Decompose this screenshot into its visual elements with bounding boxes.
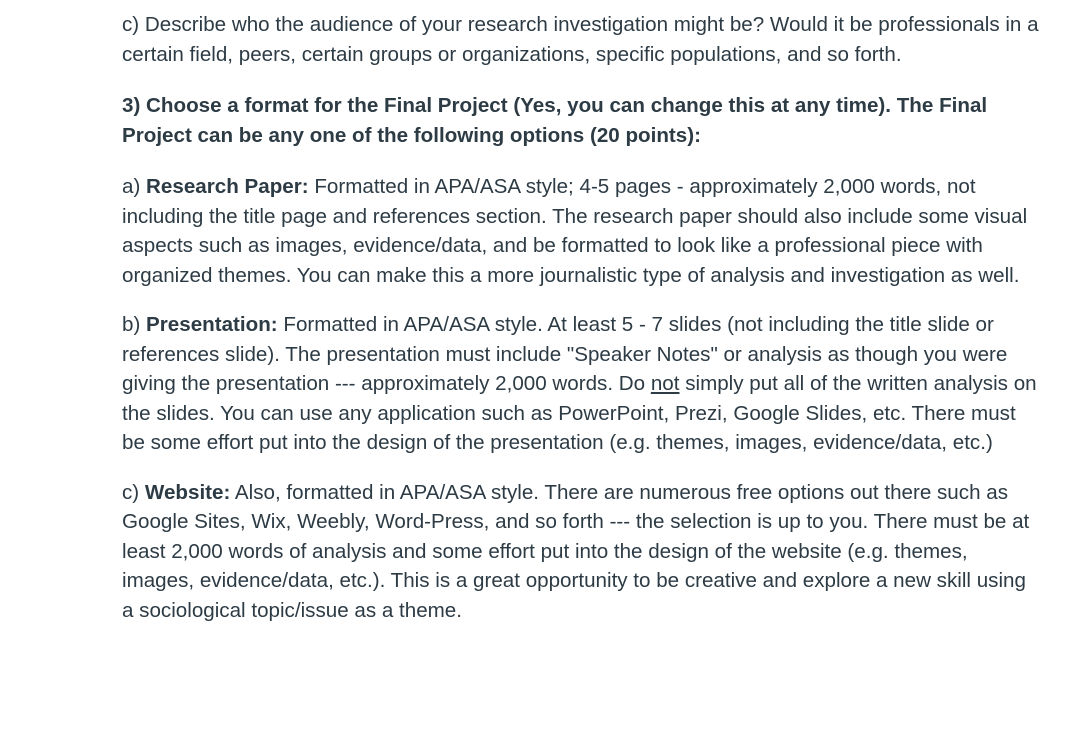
option-prefix: b) bbox=[122, 313, 147, 336]
option-description: Formatted in APA/ASA style. At least 5 - 7 slides (not including the title slide or references slide). The presentation must include "Speaker Notes" or analysis as though you were giving the presentation --- approximately 2,000 words. Do bbox=[122, 313, 1008, 395]
option-presentation bbox=[122, 310, 1042, 458]
option-research-paper bbox=[122, 172, 1042, 290]
option-label: Presentation: bbox=[146, 313, 278, 336]
option-description: Formatted in APA/ASA style; 4-5 pages - approximately 2,000 words, not including the title page and references section. The research paper should also include some visual aspects such as images, evidence/data, and be formatted to look like a professional piece with organized themes. You can make this a more journalistic type of analysis and investigation as well. bbox=[122, 175, 1028, 287]
option-prefix: c) bbox=[122, 480, 145, 504]
option-label: Research Paper: bbox=[146, 175, 309, 198]
audience-paragraph: c) Describe who the audience of your research investigation might be? Would it be professionals in a certain field, peers, certain groups or organizations, specific populations, and so forth. bbox=[122, 13, 1039, 66]
underlined-emphasis: not bbox=[650, 372, 680, 395]
option-prefix: a) bbox=[122, 175, 147, 198]
option-label: Website: bbox=[144, 480, 231, 504]
option-description-continued: simply put all of the written analysis on the slides. You can use any application such as PowerPoint, Prezi, Google Slides, etc. There must be some effort put into the design of the presentation (e.g. themes, images, evidence/data, etc.) bbox=[122, 372, 1037, 454]
question-3-heading: 3) Choose a format for the Final Project (Yes, you can change this at any time). The Final Project can be any one of the following options (20 points): bbox=[122, 94, 988, 147]
option-description: Also, formatted in APA/ASA style. There are numerous free options out there such as Google Sites, Wix, Weebly, Word-Press, and so forth --- the selection is up to you. There must be at least 2,000 words of analysis and some effort put into the design of the website (e.g. themes, images, evidence/data, etc.). This is a great opportunity to be creative and explore a new skill using a sociological topic/issue as a theme. bbox=[122, 480, 1030, 622]
option-website bbox=[122, 478, 1042, 626]
assignment-content bbox=[122, 10, 1042, 645]
